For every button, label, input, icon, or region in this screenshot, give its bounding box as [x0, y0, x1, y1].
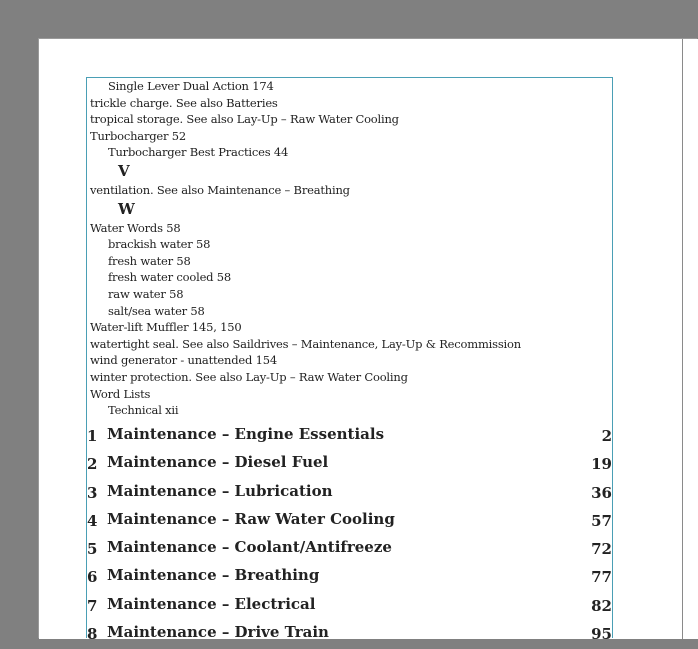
toc-entry[interactable] — [87, 423, 612, 451]
chapter-page-number: 95 — [591, 625, 612, 644]
chapter-page-number: 36 — [591, 483, 612, 502]
index-entry: trickle charge. See also Batteries — [90, 95, 278, 110]
chapter-page-number: 82 — [591, 596, 612, 615]
index-entry: ventilation. See also Maintenance – Breathing — [90, 182, 350, 197]
index-letter-heading: V — [118, 161, 130, 180]
index-entry: raw water 58 — [108, 286, 184, 301]
chapter-number: 4 — [87, 511, 98, 530]
toc-entry[interactable] — [87, 536, 612, 564]
index-entry: winter protection. See also Lay-Up – Raw Water Cooling — [90, 369, 408, 384]
chapter-page-number: 2 — [601, 427, 612, 445]
index-entry: brackish water 58 — [108, 237, 211, 252]
index-entry: Water-lift Muffler 145, 150 — [90, 320, 242, 335]
chapter-title: Maintenance – Diesel Fuel — [107, 453, 329, 472]
page-edge-divider — [682, 39, 683, 639]
toc-entry[interactable] — [87, 451, 612, 479]
chapter-page-number: 77 — [591, 568, 612, 587]
index-entry: Turbocharger 52 — [90, 128, 187, 143]
index-entry: salt/sea water 58 — [108, 303, 205, 318]
index-entry: Technical xii — [108, 403, 179, 418]
index-entry: Single Lever Dual Action 174 — [108, 79, 274, 93]
index-entry: Word Lists — [90, 386, 151, 401]
text-frame[interactable] — [86, 77, 613, 644]
chapter-title: Maintenance – Engine Essentials — [107, 425, 385, 443]
chapter-number: 8 — [87, 625, 98, 644]
index-entry: fresh water cooled 58 — [108, 270, 232, 285]
chapter-title: Maintenance – Lubrication — [107, 481, 333, 500]
chapter-title: Maintenance – Drive Train — [107, 623, 329, 642]
index-letter-heading: W — [118, 199, 135, 218]
toc-entry[interactable] — [87, 621, 612, 649]
chapter-number: 5 — [87, 540, 98, 559]
chapter-page-number: 19 — [591, 455, 612, 474]
index-entry: tropical storage. See also Lay-Up – Raw Water Cooling — [90, 112, 399, 127]
chapter-number: 3 — [87, 483, 98, 502]
chapter-title: Maintenance – Electrical — [107, 594, 316, 613]
index-entry: Turbocharger Best Practices 44 — [108, 145, 289, 160]
toc-entry[interactable] — [87, 564, 612, 592]
chapter-title: Maintenance – Coolant/Antifreeze — [107, 538, 392, 557]
index-list — [90, 78, 610, 419]
chapter-number: 7 — [87, 596, 98, 615]
index-entry: fresh water 58 — [108, 253, 191, 268]
chapter-number: 2 — [87, 455, 98, 474]
toc-entry[interactable] — [87, 508, 612, 536]
chapter-number: 6 — [87, 568, 98, 587]
chapter-title: Maintenance – Breathing — [107, 566, 320, 585]
toc-entry[interactable] — [87, 593, 612, 621]
chapter-number: 1 — [87, 427, 98, 445]
index-entry: wind generator - unattended 154 — [90, 353, 277, 368]
index-entry: watertight seal. See also Saildrives – Maintenance, Lay-Up & Recommission — [90, 336, 521, 351]
toc-entry[interactable] — [87, 480, 612, 508]
table-of-contents — [87, 423, 612, 649]
chapter-title: Maintenance – Raw Water Cooling — [107, 509, 395, 528]
index-entry: Water Words 58 — [90, 220, 181, 235]
chapter-page-number: 57 — [591, 511, 612, 530]
chapter-page-number: 72 — [591, 540, 612, 559]
